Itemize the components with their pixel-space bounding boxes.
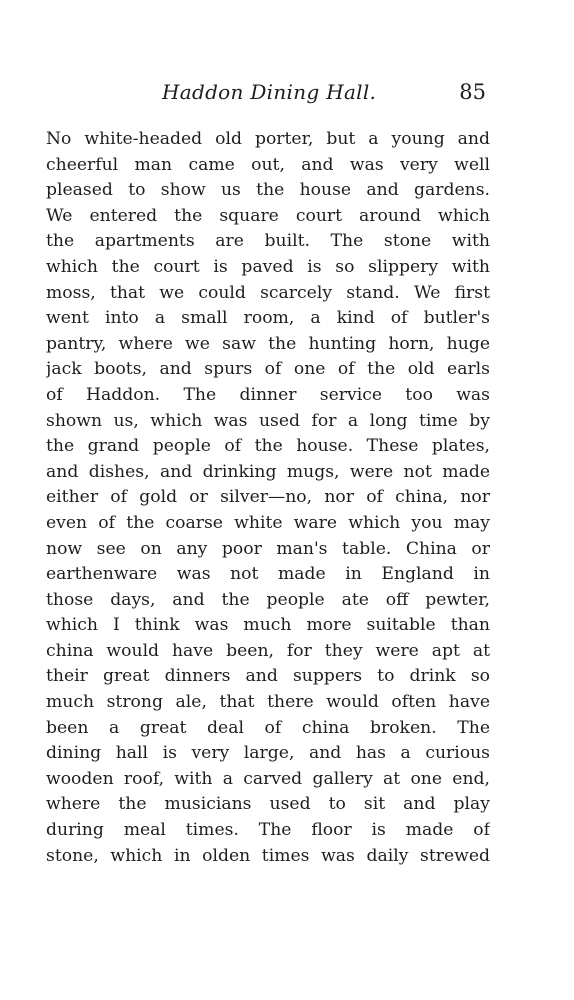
text-line: jack boots, and spurs of one of the old earls [46, 359, 490, 380]
text-line: either of gold or silver—no, nor of china, nor [46, 487, 490, 508]
text-line: dining hall is very large, and has a curious [46, 743, 490, 764]
text-line: went into a small room, a kind of butler's [46, 308, 490, 329]
text-line: which I think was much more suitable than [46, 615, 490, 636]
text-line: now see on any poor man's table. China or [46, 538, 490, 559]
text-line: No white-headed old porter, but a young and [46, 129, 490, 149]
text-line: pantry, where we saw the hunting horn, huge [46, 333, 490, 354]
text-line: cheerful man came out, and was very well [46, 154, 490, 175]
text-line: where the musicians used to sit and play [46, 794, 490, 815]
text-line: stone, which in olden times was daily strewed [46, 845, 490, 866]
text-line: moss, that we could scarcely stand. We first [46, 282, 490, 303]
page-number: 85 [459, 80, 486, 104]
text-line: even of the coarse white ware which you may [46, 512, 490, 533]
text-line: during meal times. The floor is made of [46, 820, 490, 841]
text-line: their great dinners and suppers to drink so [46, 666, 490, 687]
body-text [46, 127, 490, 869]
text-line: of Haddon. The dinner service too was [46, 384, 490, 405]
text-line: the grand people of the house. These plates, [46, 436, 490, 457]
text-line: wooden roof, with a carved gallery at one end, [46, 768, 490, 789]
running-head [46, 78, 490, 112]
text-line: earthenware was not made in England in [46, 564, 490, 585]
text-line: which the court is paved is so slippery with [46, 256, 490, 277]
text-line: and dishes, and drinking mugs, were not made [46, 461, 490, 482]
text-line: much strong ale, that there would often have [46, 692, 490, 713]
text-line: We entered the square court around which [46, 205, 490, 226]
text-line: the apartments are built. The stone with [46, 231, 490, 252]
text-line: shown us, which was used for a long time by [46, 410, 490, 431]
text-line: been a great deal of china broken. The [46, 717, 490, 738]
text-line: china would have been, for they were apt at [46, 640, 490, 661]
text-line: pleased to show us the house and gardens. [46, 180, 490, 201]
running-title: Haddon Dining Hall. [162, 80, 377, 104]
text-line: those days, and the people ate off pewter, [46, 589, 490, 610]
